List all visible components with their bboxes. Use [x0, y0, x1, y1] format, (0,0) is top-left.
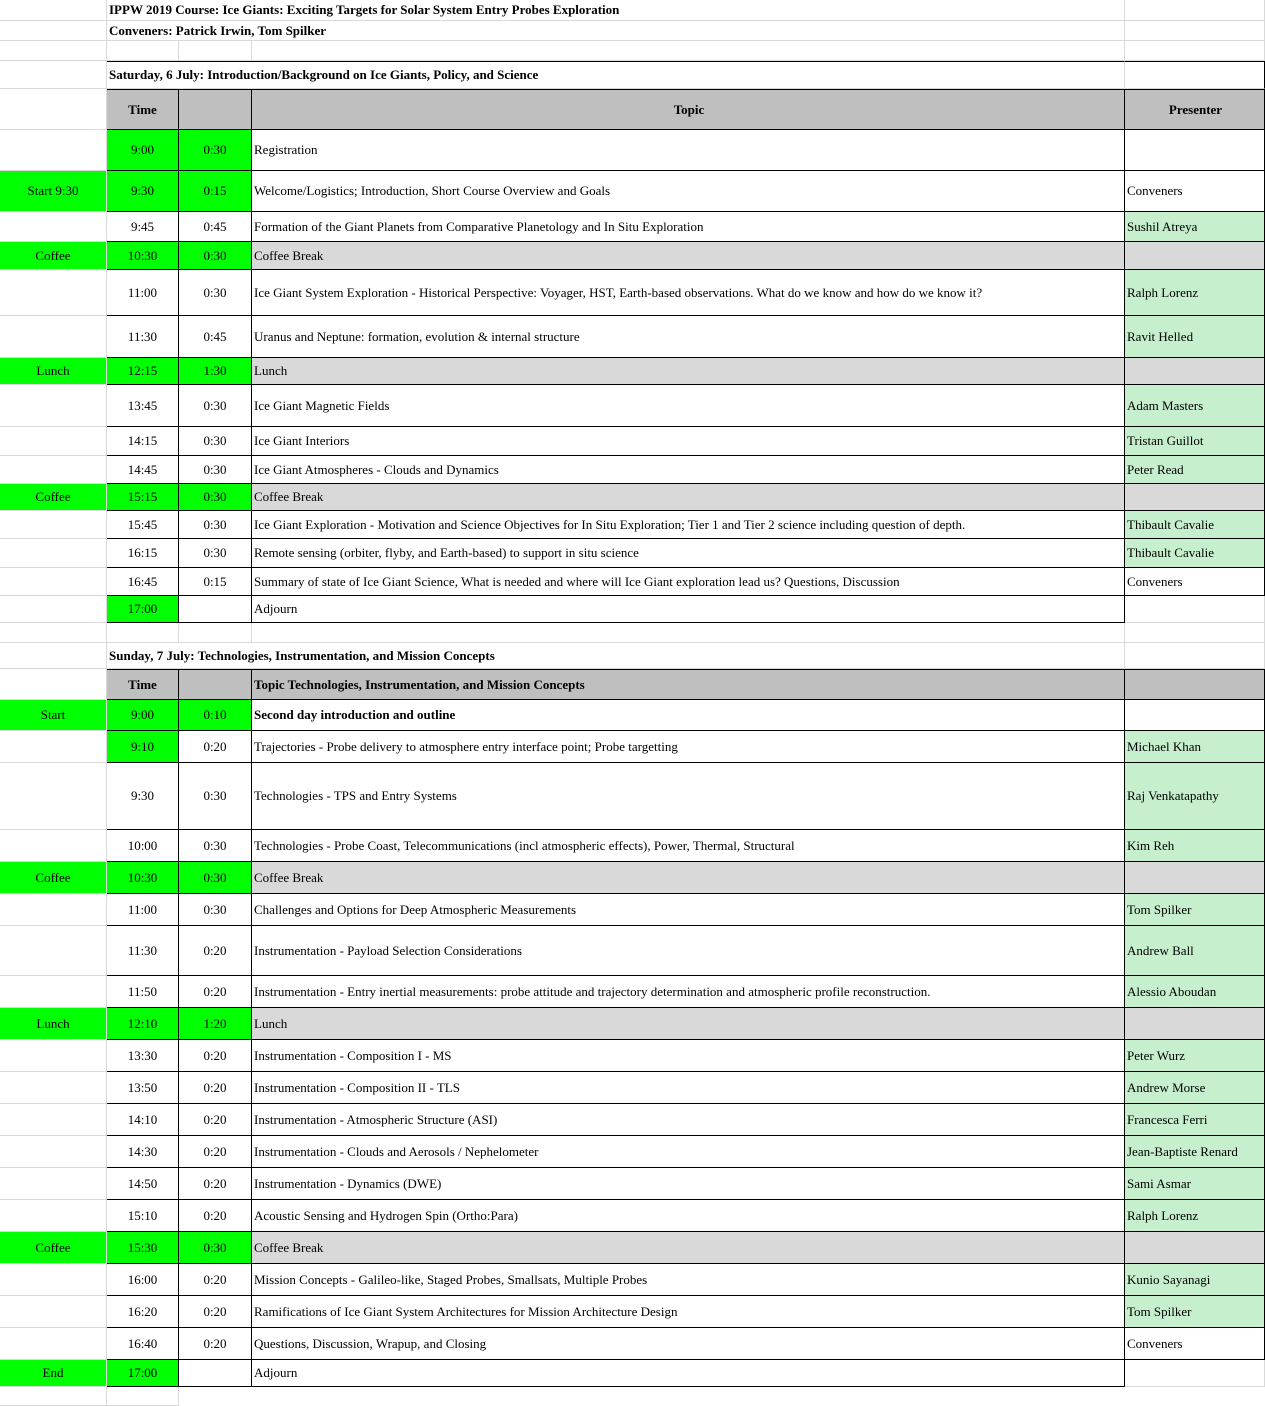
row-presenter — [1125, 862, 1265, 894]
day2-header-row — [0, 669, 1265, 700]
row-topic: Mission Concepts - Galileo-like, Staged Probes, Smallsats, Multiple Probes — [252, 1264, 1125, 1296]
row-label — [0, 926, 107, 976]
row-presenter: Sami Asmar — [1125, 1168, 1265, 1200]
row-label: Coffee — [0, 1232, 107, 1264]
day2-title-row — [0, 643, 1265, 669]
row-label — [0, 270, 107, 316]
row-presenter — [1125, 1008, 1265, 1040]
schedule-row — [0, 1104, 1265, 1136]
row-duration: 0:20 — [179, 1296, 252, 1328]
row-label — [0, 1168, 107, 1200]
schedule-row — [0, 270, 1265, 316]
row-duration: 0:30 — [179, 894, 252, 926]
conveners-line: Conveners: Patrick Irwin, Tom Spilker — [107, 21, 1125, 41]
day1-header-topic: Topic — [252, 89, 1125, 130]
schedule-row — [0, 456, 1265, 484]
row-topic: Instrumentation - Composition II - TLS — [252, 1072, 1125, 1104]
row-topic: Ice Giant Magnetic Fields — [252, 385, 1125, 427]
conveners-row — [0, 21, 1265, 41]
row-duration: 0:20 — [179, 1168, 252, 1200]
row-time: 14:45 — [107, 456, 179, 484]
schedule-row — [0, 1264, 1265, 1296]
row-presenter: Kim Reh — [1125, 830, 1265, 862]
row-duration: 0:30 — [179, 539, 252, 568]
row-time: 11:30 — [107, 316, 179, 358]
row-time: 9:00 — [107, 130, 179, 171]
row-presenter — [1125, 242, 1265, 270]
row-time: 16:40 — [107, 1328, 179, 1360]
row-label: Coffee — [0, 242, 107, 270]
row-label — [0, 511, 107, 539]
day1-header-time: Time — [107, 89, 179, 130]
row-duration: 0:30 — [179, 511, 252, 539]
row-topic: Ice Giant Exploration - Motivation and Science Objectives for In Situ Exploration; Tier 1 and Tier 2 science including question of depth. — [252, 511, 1125, 539]
row-label — [0, 316, 107, 358]
schedule-row — [0, 427, 1265, 456]
row-duration: 0:30 — [179, 270, 252, 316]
row-duration: 0:15 — [179, 171, 252, 212]
row-time: 9:30 — [107, 171, 179, 212]
blank-row — [0, 41, 1265, 61]
row-topic: Welcome/Logistics; Introduction, Short Course Overview and Goals — [252, 171, 1125, 212]
row-duration: 0:30 — [179, 242, 252, 270]
row-label — [0, 731, 107, 763]
row-topic: Instrumentation - Clouds and Aerosols / Nephelometer — [252, 1136, 1125, 1168]
row-label — [0, 1104, 107, 1136]
row-duration — [179, 1360, 252, 1387]
row-label — [0, 1072, 107, 1104]
row-presenter: Peter Read — [1125, 456, 1265, 484]
schedule-row — [0, 212, 1265, 242]
course-title: IPPW 2019 Course: Ice Giants: Exciting Targets for Solar System Entry Probes Exploration — [107, 0, 1125, 21]
row-label: Lunch — [0, 1008, 107, 1040]
row-label: Coffee — [0, 484, 107, 511]
row-time: 10:30 — [107, 242, 179, 270]
row-topic: Instrumentation - Composition I - MS — [252, 1040, 1125, 1072]
schedule-row — [0, 1040, 1265, 1072]
row-duration: 0:20 — [179, 1040, 252, 1072]
row-duration: 0:30 — [179, 862, 252, 894]
row-label: Start 9:30 — [0, 171, 107, 212]
row-duration — [179, 596, 252, 623]
row-presenter — [1125, 484, 1265, 511]
row-label — [0, 1040, 107, 1072]
schedule-row — [0, 1168, 1265, 1200]
row-time: 12:15 — [107, 358, 179, 385]
row-duration: 0:30 — [179, 385, 252, 427]
row-label — [0, 212, 107, 242]
row-label — [0, 976, 107, 1008]
row-presenter: Raj Venkatapathy — [1125, 763, 1265, 830]
row-topic: Ice Giant Atmospheres - Clouds and Dynamics — [252, 456, 1125, 484]
row-topic: Instrumentation - Atmospheric Structure (ASI) — [252, 1104, 1125, 1136]
row-time: 10:30 — [107, 862, 179, 894]
row-topic: Coffee Break — [252, 862, 1125, 894]
row-label — [0, 763, 107, 830]
row-label — [0, 1264, 107, 1296]
row-duration: 0:30 — [179, 484, 252, 511]
row-duration: 0:30 — [179, 456, 252, 484]
row-presenter: Andrew Ball — [1125, 926, 1265, 976]
row-duration: 0:45 — [179, 316, 252, 358]
day2-title: Sunday, 7 July: Technologies, Instrumentation, and Mission Concepts — [107, 643, 1125, 669]
row-time: 11:50 — [107, 976, 179, 1008]
row-time: 16:45 — [107, 568, 179, 596]
row-topic: Instrumentation - Entry inertial measurements: probe attitude and trajectory determination and atmospheric profile reconstruction. — [252, 976, 1125, 1008]
row-label — [0, 568, 107, 596]
row-time: 13:50 — [107, 1072, 179, 1104]
row-time: 16:00 — [107, 1264, 179, 1296]
schedule-row — [0, 596, 1265, 623]
row-time: 15:30 — [107, 1232, 179, 1264]
row-topic: Coffee Break — [252, 1232, 1125, 1264]
row-duration: 0:30 — [179, 763, 252, 830]
row-topic: Adjourn — [252, 1360, 1125, 1387]
schedule-row — [0, 1296, 1265, 1328]
row-time: 15:45 — [107, 511, 179, 539]
row-duration: 0:20 — [179, 1072, 252, 1104]
schedule-row — [0, 763, 1265, 830]
row-presenter — [1125, 596, 1265, 623]
row-time: 14:30 — [107, 1136, 179, 1168]
row-label — [0, 130, 107, 171]
row-presenter: Michael Khan — [1125, 731, 1265, 763]
schedule-row — [0, 700, 1265, 731]
row-label — [0, 1296, 107, 1328]
row-presenter: Tom Spilker — [1125, 1296, 1265, 1328]
row-presenter: Tristan Guillot — [1125, 427, 1265, 456]
row-presenter: Thibault Cavalie — [1125, 511, 1265, 539]
row-duration: 0:20 — [179, 1328, 252, 1360]
row-presenter: Sushil Atreya — [1125, 212, 1265, 242]
row-topic: Trajectories - Probe delivery to atmosphere entry interface point; Probe targetting — [252, 731, 1125, 763]
row-presenter: Adam Masters — [1125, 385, 1265, 427]
row-duration: 0:30 — [179, 830, 252, 862]
day1-header-presenter: Presenter — [1125, 89, 1265, 130]
row-time: 9:10 — [107, 731, 179, 763]
row-topic: Acoustic Sensing and Hydrogen Spin (Ortho:Para) — [252, 1200, 1125, 1232]
row-duration: 0:20 — [179, 1264, 252, 1296]
row-topic: Formation of the Giant Planets from Comparative Planetology and In Situ Exploration — [252, 212, 1125, 242]
row-duration: 0:20 — [179, 731, 252, 763]
row-time: 16:15 — [107, 539, 179, 568]
row-topic: Instrumentation - Payload Selection Considerations — [252, 926, 1125, 976]
schedule-row — [0, 731, 1265, 763]
row-topic: Uranus and Neptune: formation, evolution & internal structure — [252, 316, 1125, 358]
row-topic: Ice Giant System Exploration - Historical Perspective: Voyager, HST, Earth-based observations. What do we know and how do we know it? — [252, 270, 1125, 316]
row-presenter: Tom Spilker — [1125, 894, 1265, 926]
row-presenter: Peter Wurz — [1125, 1040, 1265, 1072]
row-presenter — [1125, 358, 1265, 385]
row-label — [0, 596, 107, 623]
row-time: 11:30 — [107, 926, 179, 976]
row-topic: Registration — [252, 130, 1125, 171]
row-label — [0, 456, 107, 484]
schedule-row — [0, 484, 1265, 511]
row-topic: Summary of state of Ice Giant Science, What is needed and where will Ice Giant exploration lead us? Questions, Discussion — [252, 568, 1125, 596]
row-topic: Coffee Break — [252, 242, 1125, 270]
row-topic: Adjourn — [252, 596, 1125, 623]
row-time: 14:15 — [107, 427, 179, 456]
row-duration: 1:30 — [179, 358, 252, 385]
row-topic: Questions, Discussion, Wrapup, and Closing — [252, 1328, 1125, 1360]
schedule-row — [0, 1328, 1265, 1360]
row-topic: Technologies - Probe Coast, Telecommunications (incl atmospheric effects), Power, Thermal, Structural — [252, 830, 1125, 862]
row-topic: Remote sensing (orbiter, flyby, and Earth-based) to support in situ science — [252, 539, 1125, 568]
schedule-row — [0, 1200, 1265, 1232]
row-label: Coffee — [0, 862, 107, 894]
row-duration: 1:20 — [179, 1008, 252, 1040]
schedule-row — [0, 242, 1265, 270]
row-time: 11:00 — [107, 894, 179, 926]
row-presenter: Ravit Helled — [1125, 316, 1265, 358]
row-time: 14:50 — [107, 1168, 179, 1200]
row-time: 15:10 — [107, 1200, 179, 1232]
row-duration: 0:15 — [179, 568, 252, 596]
row-topic: Lunch — [252, 358, 1125, 385]
row-duration: 0:20 — [179, 926, 252, 976]
schedule-row — [0, 316, 1265, 358]
day1-header-row — [0, 89, 1265, 130]
day2-header-time: Time — [107, 669, 179, 700]
row-label: End — [0, 1360, 107, 1387]
schedule-row — [0, 1072, 1265, 1104]
row-label — [0, 1200, 107, 1232]
row-time: 11:00 — [107, 270, 179, 316]
row-time: 10:00 — [107, 830, 179, 862]
row-presenter: Conveners — [1125, 1328, 1265, 1360]
row-presenter — [1125, 1232, 1265, 1264]
row-label — [0, 1328, 107, 1360]
day1-title: Saturday, 6 July: Introduction/Background on Ice Giants, Policy, and Science — [107, 61, 1125, 89]
row-time: 16:20 — [107, 1296, 179, 1328]
schedule-row — [0, 830, 1265, 862]
row-presenter: Francesca Ferri — [1125, 1104, 1265, 1136]
row-time: 13:45 — [107, 385, 179, 427]
course-title-row — [0, 0, 1265, 21]
row-time: 13:30 — [107, 1040, 179, 1072]
row-label: Start — [0, 700, 107, 731]
schedule-row — [0, 539, 1265, 568]
schedule-row — [0, 894, 1265, 926]
row-label — [0, 830, 107, 862]
row-topic: Ice Giant Interiors — [252, 427, 1125, 456]
schedule-row — [0, 1232, 1265, 1264]
row-presenter: Alessio Aboudan — [1125, 976, 1265, 1008]
row-presenter: Conveners — [1125, 568, 1265, 596]
day1-title-row — [0, 61, 1265, 89]
row-duration: 0:30 — [179, 1232, 252, 1264]
row-presenter — [1125, 700, 1265, 731]
row-presenter — [1125, 130, 1265, 171]
row-time: 17:00 — [107, 1360, 179, 1387]
row-topic: Coffee Break — [252, 484, 1125, 511]
row-time: 9:00 — [107, 700, 179, 731]
row-presenter: Andrew Morse — [1125, 1072, 1265, 1104]
row-time: 17:00 — [107, 596, 179, 623]
row-topic: Challenges and Options for Deep Atmospheric Measurements — [252, 894, 1125, 926]
row-time: 12:10 — [107, 1008, 179, 1040]
row-duration: 0:20 — [179, 1136, 252, 1168]
row-topic: Lunch — [252, 1008, 1125, 1040]
row-presenter: Kunio Sayanagi — [1125, 1264, 1265, 1296]
row-duration: 0:20 — [179, 1200, 252, 1232]
schedule-row — [0, 358, 1265, 385]
row-duration: 0:30 — [179, 427, 252, 456]
row-duration: 0:45 — [179, 212, 252, 242]
row-time: 15:15 — [107, 484, 179, 511]
row-label: Lunch — [0, 358, 107, 385]
row-label — [0, 1136, 107, 1168]
row-presenter: Ralph Lorenz — [1125, 270, 1265, 316]
row-presenter: Conveners — [1125, 171, 1265, 212]
row-time: 9:30 — [107, 763, 179, 830]
row-time: 9:45 — [107, 212, 179, 242]
row-label — [0, 427, 107, 456]
row-label — [0, 385, 107, 427]
row-time: 14:10 — [107, 1104, 179, 1136]
blank-row — [0, 623, 1265, 643]
schedule-row — [0, 1360, 1265, 1387]
blank-row — [0, 1387, 1265, 1406]
row-topic: Second day introduction and outline — [252, 700, 1125, 731]
schedule-row — [0, 926, 1265, 976]
schedule-row — [0, 130, 1265, 171]
day2-header-topic: Topic Technologies, Instrumentation, and Mission Concepts — [252, 669, 1125, 700]
row-duration: 0:10 — [179, 700, 252, 731]
row-duration: 0:20 — [179, 1104, 252, 1136]
schedule-row — [0, 1136, 1265, 1168]
schedule-row — [0, 1008, 1265, 1040]
schedule-row — [0, 511, 1265, 539]
schedule-row — [0, 568, 1265, 596]
row-label — [0, 539, 107, 568]
row-duration: 0:20 — [179, 976, 252, 1008]
row-duration: 0:30 — [179, 130, 252, 171]
schedule-row — [0, 862, 1265, 894]
schedule-row — [0, 385, 1265, 427]
row-label — [0, 894, 107, 926]
row-presenter — [1125, 1360, 1265, 1387]
row-topic: Technologies - TPS and Entry Systems — [252, 763, 1125, 830]
row-topic: Ramifications of Ice Giant System Architectures for Mission Architecture Design — [252, 1296, 1125, 1328]
row-presenter: Jean-Baptiste Renard — [1125, 1136, 1265, 1168]
schedule-row — [0, 976, 1265, 1008]
row-presenter: Ralph Lorenz — [1125, 1200, 1265, 1232]
row-presenter: Thibault Cavalie — [1125, 539, 1265, 568]
row-topic: Instrumentation - Dynamics (DWE) — [252, 1168, 1125, 1200]
schedule-row — [0, 171, 1265, 212]
